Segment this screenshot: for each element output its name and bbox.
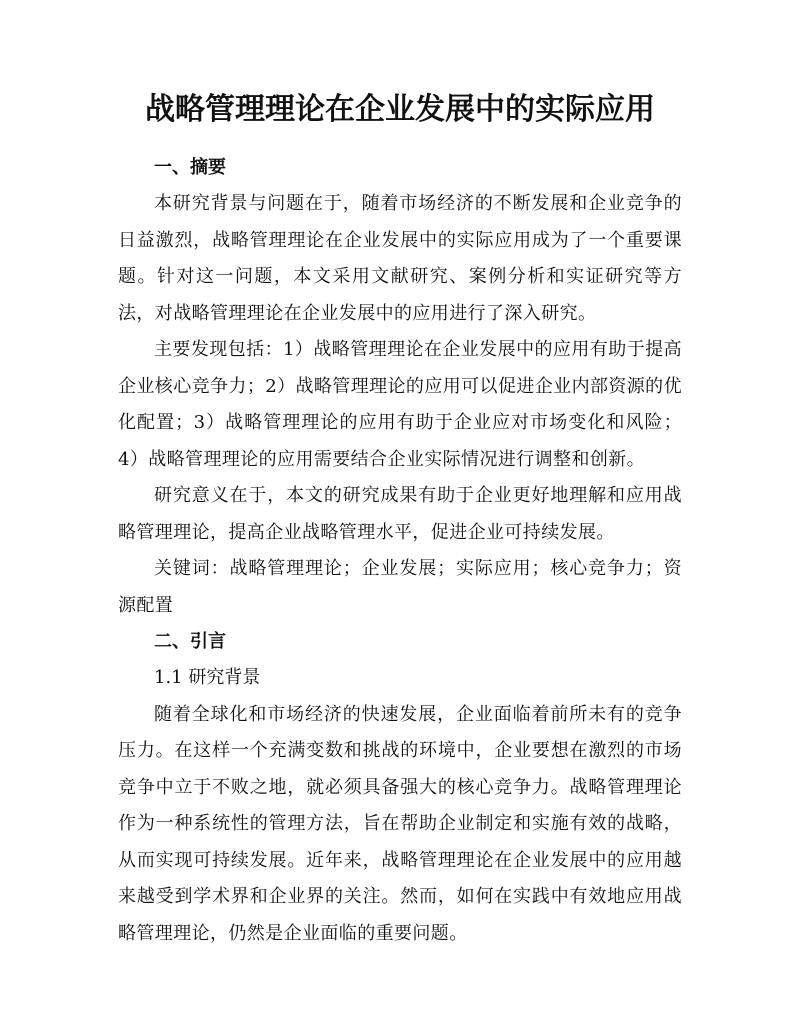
abstract-paragraph-3: 研究意义在于，本文的研究成果有助于企业更好地理解和应用战略管理理论，提高企业战略管理水平，促进企业可持续发展。 [118, 485, 682, 543]
intro-heading: 二、引言 [154, 631, 226, 652]
keywords: 关键词：战略管理理论；企业发展；实际应用；核心竞争力；资源配置 [118, 558, 682, 616]
intro-paragraph-1: 随着全球化和市场经济的快速发展，企业面临着前所未有的竞争压力。在这样一个充满变数和挑战的环境中，企业要想在激烈的市场竞争中立于不败之地，就必须具备强大的核心竞争力。战略管理理论作为一种系统性的管理方法，旨在帮助企业制定和实施有效的战略，从而实现可持续发展。近年来，战略管理理论在企业发展中的应用越来越受到学术界和企业界的关注。然而，如何在实践中有效地应用战略管理理论，仍然是企业面临的重要问题。 [118, 703, 682, 944]
document-title: 战略管理理论在企业发展中的实际应用 [145, 92, 655, 127]
abstract-paragraph-2: 主要发现包括：1）战略管理理论在企业发展中的应用有助于提高企业核心竞争力；2）战略管理理论的应用可以促进企业内部资源的优化配置；3）战略管理理论的应用有助于企业应对市场变化和风险；4）战略管理理论的应用需要结合企业实际情况进行调整和创新。 [118, 339, 682, 470]
abstract-heading: 一、摘要 [154, 157, 226, 178]
intro-subheading-background: 1.1 研究背景 [154, 667, 261, 688]
abstract-paragraph-1: 本研究背景与问题在于，随着市场经济的不断发展和企业竞争的日益激烈，战略管理理论在企业发展中的实际应用成为了一个重要课题。针对这一问题，本文采用文献研究、案例分析和实证研究等方法，对战略管理理论在企业发展中的应用进行了深入研究。 [118, 193, 682, 324]
